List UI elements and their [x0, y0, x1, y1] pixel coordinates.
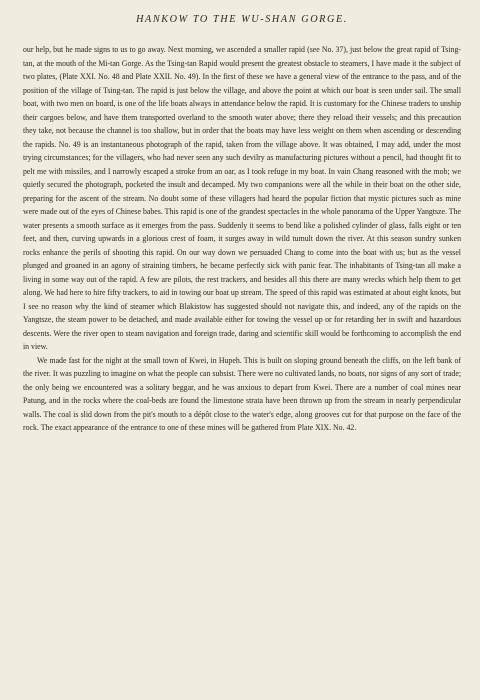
running-head: HANKOW TO THE WU-SHAN GORGE. [136, 14, 348, 25]
body-paragraph: our help, but he made signs to us to go away. Next morning, we ascended a smaller rapid (see No. 37), just below the great rapid of Tsing-tan, at the mouth of the Mi-tan Gorge. As the Tsing-tan Rapid would present the greatest obstacle to steamers, I have made it the subject of two plates, (Plate XXI. No. 48 and Plate XXII. No. 49). In the first of these we have a general view of the entrance to the pass, and of the position of the village of Tsing-tan. The rapid is just below the village, and above the point at which our boat is seen under sail. The small boat, with two men on board, is one of the life boats always in attendance below the rapid. It is customary for the Chinese traders to unship their cargoes below, and have them transported overland to the smooth water above; there they reload their vessels; and this precaution they take, not because the channel is too shallow, but in order that the boats may have less weight on them when ascending or descending the rapids. No. 49 is an instantaneous photograph of the rapid, taken from the village above. It was obtained, I may add, under the most trying circumstances; for the villagers, who had never seen any such devilry as manufacturing pictures without a pencil, had thought fit to pelt me with missiles, and I narrowly escaped a stroke from an oar, as I took refuge in my boat. In vain Chang reasoned with the mob; we quietly secured the photograph, pocketed the insult and decamped. My two companions were all the while in their boat on the other side, preparing for the ascent of the stream. No doubt some of these villagers had heard the popular fiction that mystic pictures such as mine were made out of the eyes of Chinese babes. This rapid is one of the grandest spectacles in the whole panorama of the Upper Yangtsze. The water presents a smooth surface as it emerges from the pass. Suddenly it seems to bend like a polished cylinder of glass, falls eight or ten feet, and then, curving upwards in a glorious crest of foam, it surges away in wild tumult down the river. At this season sundry sunken rocks enhance the perils of shooting this rapid. On our way down we persuaded Chang to come into the boat with us; but as the vessel plunged and groaned in an agony of straining timbers, he became perfectly sick with panic fear. The inhabitants of Tsing-tan all make a living in some way out of the rapid. A few are pilots, the rest trackers, and besides all this there are many wrecks which help them to get along. We had here to hire fifty trackers, to aid in towing our boat up stream. The speed of this rapid was estimated at about eight knots, but I see no reason why the kind of steamer which Blakistow has suggested should not navigate this, and indeed, any of the rapids on the Yangtsze, the steam power to be detached, and made available either for towing the vessel up or for retarding her in swift and hazardous descents. Were the river open to steam navigation and foreign trade, daring and scientific skill would be forthcoming to accomplish the end in view. [23, 45, 462, 351]
body-paragraph: We made fast for the night at the small town of Kwei, in Hupeh. This is built on sloping ground beneath the cliffs, on the left bank of the river. It was puzzling to imagine on what the people can subsist. There were no cultivated lands, no boats, nor signs of any sort of trade; the only being we encountered was a solitary beggar, and he was anxious to depart from Kwei. There are a number of coal mines near Patung, and in the rocks where the coal-beds are found the limestone strata have been thrown up from the stream in nearly perpendicular walls. The coal is slid down from the pit's mouth to a dépôt close to the water's edge, along grooves cut for that purpose on the face of the rock. The exact appearance of the entrance to one of these mines will be gathered from Plate XIX. No. 42. [23, 355, 461, 432]
